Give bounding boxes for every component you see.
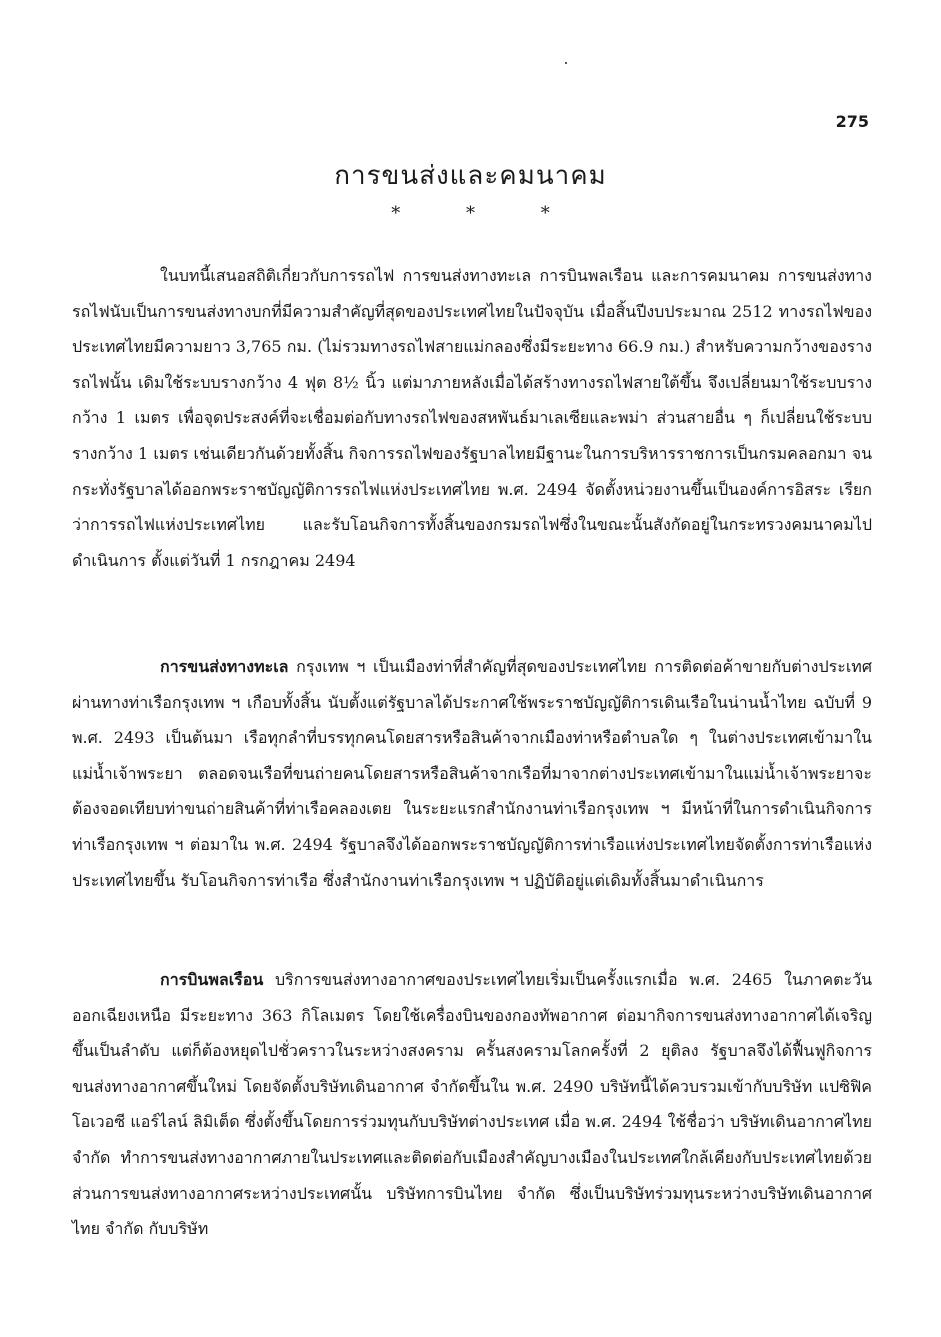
paragraph-lead: การขนส่งทางทะเล (160, 657, 289, 676)
scan-speck (565, 62, 567, 64)
paragraph-text: กรุงเทพ ฯ เป็นเมืองท่าที่สำคัญที่สุดของประเทศไทย การติดต่อค้าขายกับต่างประเทศผ่านทางท่าเรือกรุงเทพ ฯ เกือบทั้งสิ้น นับตั้งแต่รัฐบาลได้ประกาศใช้พระราชบัญญัติการเดินเรือในน่านน้ำไทย ฉบับที่ 9 พ.ศ. 2493 เป็นต้นมา เรือทุกลำที่บรรทุกคนโดยสารหรือสินค้าจากเมืองท่าหรือตำบลใด ๆ ในต่างประเทศเข้ามาในแม่น้ำเจ้าพระยา ตลอดจนเรือที่ขนถ่ายคนโดยสารหรือสินค้าจากเรือที่มาจากต่างประเทศเข้ามาในแม่น้ำเจ้าพระยาจะต้องจอดเทียบท่าขนถ่ายสินค้าที่ท่าเรือคลองเตย ในระยะแรกสำนักงานท่าเรือกรุงเทพ ฯ มีหน้าที่ในการดำเนินกิจการท่าเรือกรุงเทพ ฯ ต่อมาใน พ.ศ. 2494 รัฐบาลจึงได้ออกพระราชบัญญัติการท่าเรือแห่งประเทศไทยจัดตั้งการท่าเรือแห่งประเทศไทยขึ้น รับโอนกิจการท่าเรือ ซึ่งสำนักงานท่าเรือกรุงเทพ ฯ ปฏิบัติอยู่แต่เดิมทั้งสิ้นมาดำเนินการ (72, 657, 872, 890)
paragraph-text: ในบทนี้เสนอสถิติเกี่ยวกับการรถไฟ การขนส่งทางทะเล การบินพลเรือน และการคมนาคม การขนส่งทางรถไฟนับเป็นการขนส่งทางบกที่มีความสำคัญที่สุดของประเทศไทยในปัจจุบัน เมื่อสิ้นปีงบประมาณ 2512 ทางรถไฟของประเทศไทยมีความยาว 3,765 กม. (ไม่รวมทางรถไฟสายแม่กลองซึ่งมีระยะทาง 66.9 กม.) สำหรับความกว้างของรางรถไฟนั้น เดิมใช้ระบบรางกว้าง 4 ฟุต 8½ นิ้ว แต่มาภายหลังเมื่อได้สร้างทางรถไฟสายใต้ขึ้น จึงเปลี่ยนมาใช้ระบบรางกว้าง 1 เมตร เพื่อจุดประสงค์ที่จะเชื่อมต่อกับทางรถไฟของสหพันธ์มาเลเซียและพม่า ส่วนสายอื่น ๆ ก็เปลี่ยนใช้ระบบรางกว้าง 1 เมตร เช่นเดียวกันด้วยทั้งสิ้น กิจการรถไฟของรัฐบาลไทยมีฐานะในการบริหารราชการเป็นกรมคลอกมา จนกระทั่งรัฐบาลได้ออกพระราชบัญญัติการรถไฟแห่งประเทศไทย พ.ศ. 2494 จัดตั้งหน่วยงานขึ้นเป็นองค์การอิสระ เรียกว่าการรถไฟแห่งประเทศไทย และรับโอนกิจการทั้งสิ้นของกรมรถไฟซึ่งในขณะนั้นสังกัดอยู่ในกระทรวงคมนาคมไปดำเนินการ ตั้งแต่วันที่ 1 กรกฎาคม 2494 (72, 266, 872, 570)
page-number: 275 (835, 112, 869, 131)
paragraph-lead: การบินพลเรือน (160, 970, 264, 989)
title-separator: * * * (391, 203, 580, 224)
paragraph-railway (72, 258, 872, 578)
paragraph-civil-aviation (72, 962, 872, 1247)
paragraph-sea-transport (72, 649, 872, 898)
chapter-title: การขนส่งและคมนาคม (334, 161, 607, 191)
paragraph-text: บริการขนส่งทางอากาศของประเทศไทยเริ่มเป็นครั้งแรกเมื่อ พ.ศ. 2465 ในภาคตะวันออกเฉียงเหนือ มีระยะทาง 363 กิโลเมตร โดยใช้เครื่องบินของกองทัพอากาศ ต่อมากิจการขนส่งทางอากาศได้เจริญขึ้นเป็นลำดับ แต่ก็ต้องหยุดไปชั่วคราวในระหว่างสงคราม ครั้นสงครามโลกครั้งที่ 2 ยุติลง รัฐบาลจึงได้ฟื้นฟูกิจการขนส่งทางอากาศขึ้นใหม่ โดยจัดตั้งบริษัทเดินอากาศ จำกัดขึ้นใน พ.ศ. 2490 บริษัทนี้ได้ควบรวมเข้ากับบริษัท แปซิฟิค โอเวอซี แอร์ไลน์ ลิมิเต็ด ซึ่งตั้งขึ้นโดยการร่วมทุนกับบริษัทต่างประเทศ เมื่อ พ.ศ. 2494 ใช้ชื่อว่า บริษัทเดินอากาศไทย จำกัด ทำการขนส่งทางอากาศภายในประเทศและติดต่อกับเมืองสำคัญบางเมืองในประเทศใกล้เคียงกับประเทศไทยด้วย ส่วนการขนส่งทางอากาศระหว่างประเทศนั้น บริษัทการบินไทย จำกัด ซึ่งเป็นบริษัทร่วมทุนระหว่างบริษัทเดินอากาศไทย จำกัด กับบริษัท (72, 970, 872, 1239)
